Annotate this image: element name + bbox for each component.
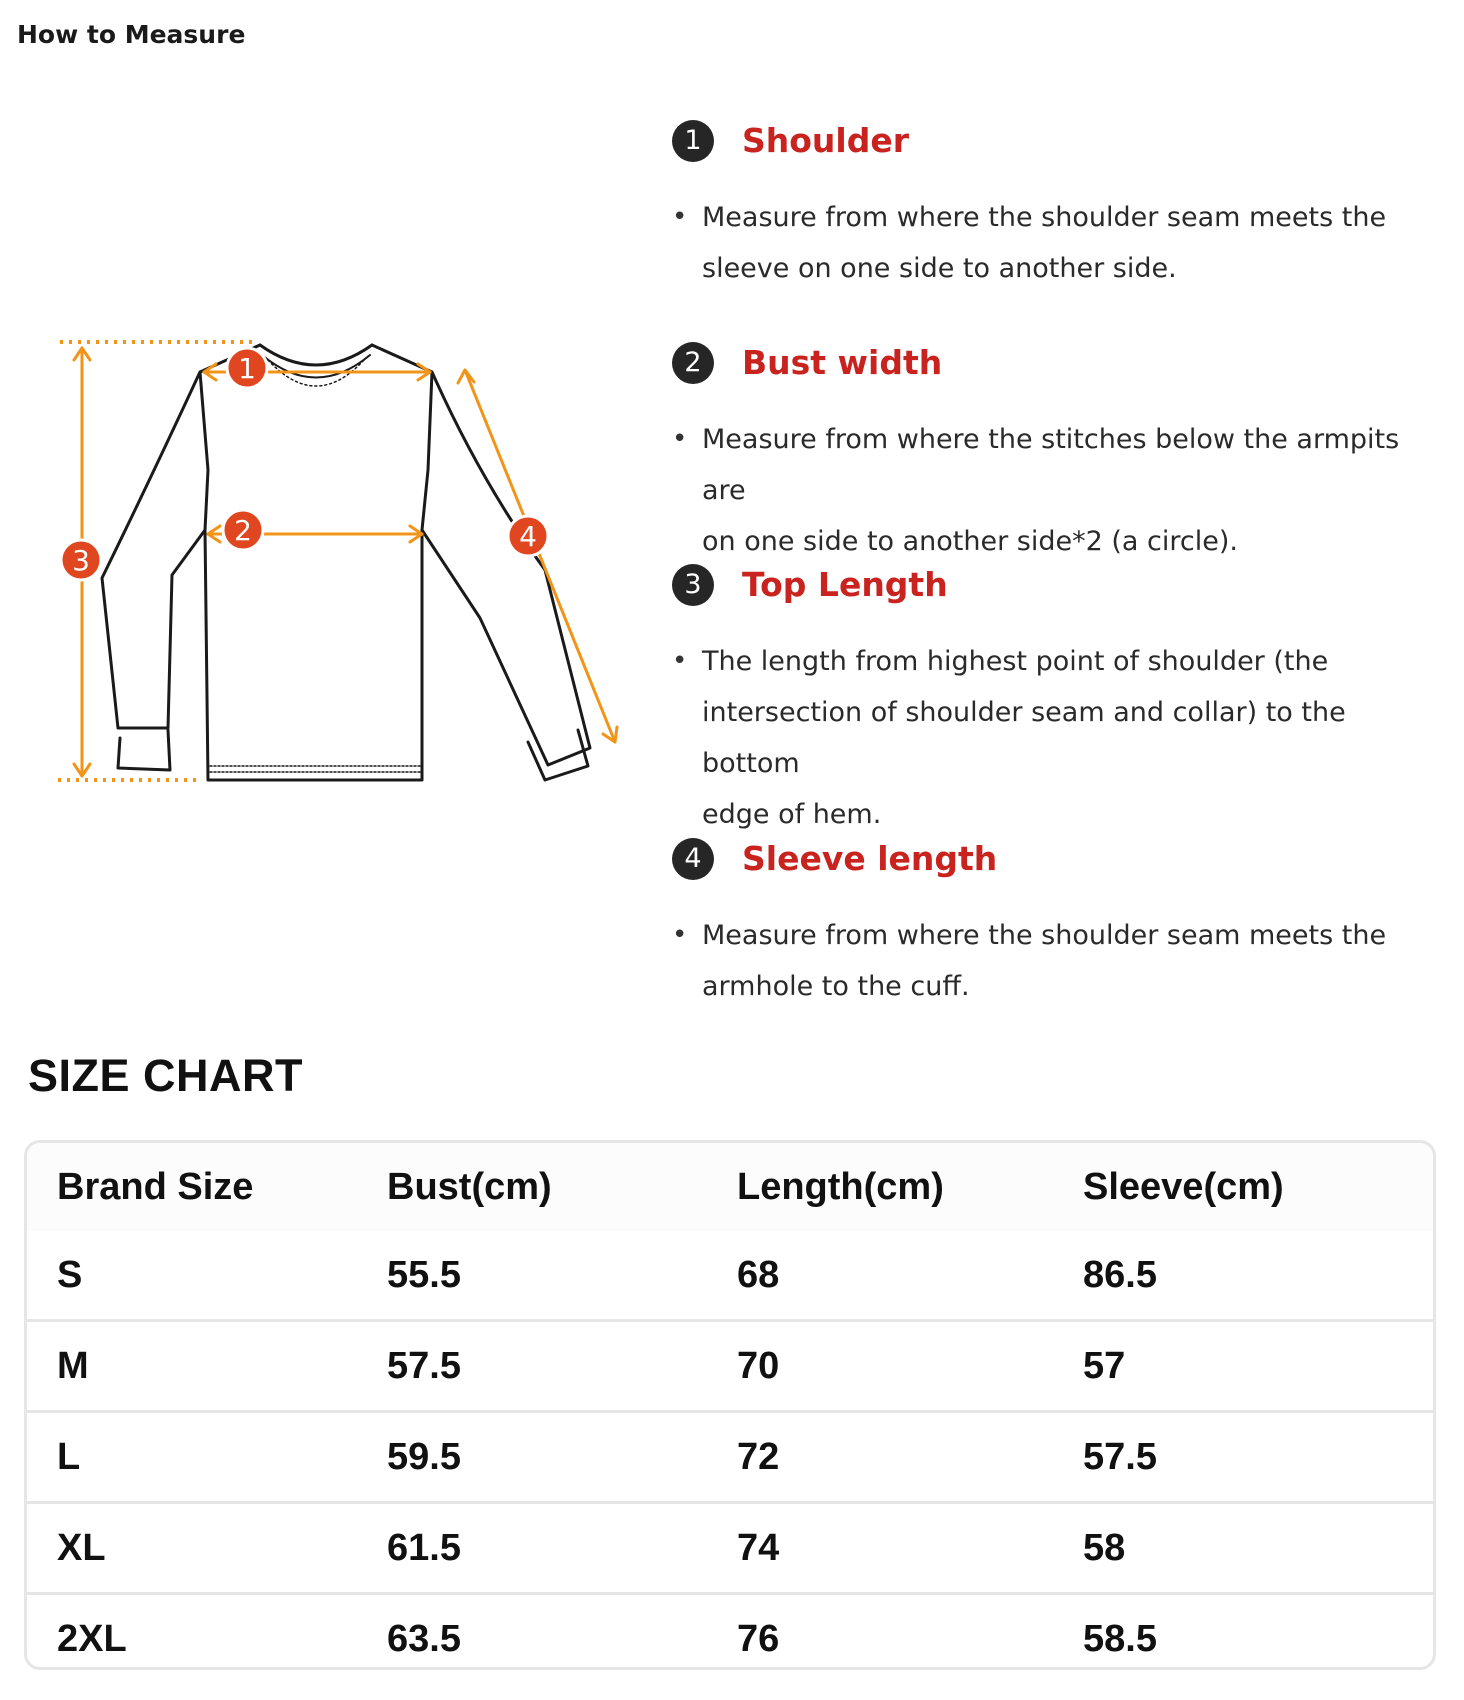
column-header: Brand Size	[57, 1165, 254, 1208]
table-cell-length: 72	[737, 1435, 780, 1478]
table-cell-sleeve: 57.5	[1083, 1435, 1157, 1478]
table-cell-size: 2XL	[57, 1617, 127, 1660]
marker-2	[223, 510, 263, 550]
marker-1	[227, 348, 267, 388]
guide-line: on one side to another side*2 (a circle).	[702, 526, 1238, 557]
table-cell-sleeve: 58.5	[1083, 1617, 1157, 1660]
bullet-icon: •	[672, 920, 688, 950]
size-chart-table	[27, 1143, 1433, 1670]
number-badge-1: 1	[672, 120, 714, 162]
svg-text:3: 3	[72, 544, 90, 577]
table-row	[27, 1321, 1433, 1412]
guide-description-shoulder	[672, 192, 1432, 294]
garment-illustration	[0, 300, 660, 800]
table-cell-sleeve: 58	[1083, 1526, 1126, 1569]
guide-description-top-length	[672, 636, 1432, 840]
table-cell-length: 76	[737, 1617, 780, 1660]
marker-3	[61, 540, 101, 580]
bullet-icon: •	[672, 646, 688, 676]
table-cell-bust: 59.5	[387, 1435, 461, 1478]
table-row	[27, 1412, 1433, 1503]
bullet-icon: •	[672, 424, 688, 454]
table-cell-size: XL	[57, 1526, 106, 1569]
guide-description-sleeve-length	[672, 910, 1432, 1012]
guide-item-shoulder	[672, 120, 1452, 284]
sleeve-arrow-icon	[458, 370, 617, 742]
guide-title-shoulder: Shoulder	[742, 121, 910, 160]
table-cell-length: 74	[737, 1526, 780, 1569]
number-badge-2: 2	[672, 342, 714, 384]
guide-item-bust-width	[672, 342, 1452, 557]
table-header-row	[27, 1143, 1433, 1231]
svg-text:2: 2	[234, 514, 252, 547]
table-cell-bust: 55.5	[387, 1253, 461, 1296]
table-cell-size: L	[57, 1435, 81, 1478]
table-cell-length: 68	[737, 1253, 780, 1296]
guide-line: edge of hem.	[702, 799, 882, 830]
bullet-icon: •	[672, 202, 688, 232]
guide-line: intersection of shoulder seam and collar) to the bottom	[702, 697, 1346, 779]
column-header: Sleeve(cm)	[1083, 1165, 1284, 1208]
table-cell-bust: 63.5	[387, 1617, 461, 1660]
guide-line: Measure from where the shoulder seam meets the	[702, 202, 1387, 233]
sweater-outline-icon	[102, 345, 590, 780]
svg-text:1: 1	[238, 352, 256, 385]
column-header: Bust(cm)	[387, 1165, 552, 1208]
page-title: How to Measure	[17, 20, 246, 49]
column-header: Length(cm)	[737, 1165, 944, 1208]
guide-line: Measure from where the shoulder seam meets the	[702, 920, 1387, 951]
number-badge-4: 4	[672, 838, 714, 880]
marker-4	[508, 516, 548, 556]
guide-line: Measure from where the stitches below the armpits are	[702, 424, 1400, 506]
table-cell-bust: 57.5	[387, 1344, 461, 1387]
measurement-diagram	[0, 300, 660, 800]
table-row	[27, 1503, 1433, 1594]
table-row	[27, 1594, 1433, 1671]
guide-item-sleeve-length	[672, 838, 1452, 1002]
guide-title-top-length: Top Length	[742, 565, 948, 604]
table-cell-length: 70	[737, 1344, 780, 1387]
number-badge-3: 3	[672, 564, 714, 606]
guide-item-top-length	[672, 564, 1452, 830]
guide-description-bust-width	[672, 414, 1432, 567]
table-row	[27, 1231, 1433, 1321]
guide-line: The length from highest point of shoulder (the	[702, 646, 1329, 677]
table-cell-bust: 61.5	[387, 1526, 461, 1569]
guide-line: sleeve on one side to another side.	[702, 253, 1177, 284]
svg-text:4: 4	[519, 520, 537, 553]
table-cell-sleeve: 57	[1083, 1344, 1126, 1387]
size-chart-title: SIZE CHART	[28, 1050, 303, 1101]
table-cell-sleeve: 86.5	[1083, 1253, 1157, 1296]
size-chart-table-container	[24, 1140, 1436, 1670]
table-cell-size: M	[57, 1344, 89, 1387]
guide-title-sleeve-length: Sleeve length	[742, 839, 998, 878]
guide-line: armhole to the cuff.	[702, 971, 970, 1002]
table-cell-size: S	[57, 1253, 83, 1296]
guide-title-bust-width: Bust width	[742, 343, 943, 382]
